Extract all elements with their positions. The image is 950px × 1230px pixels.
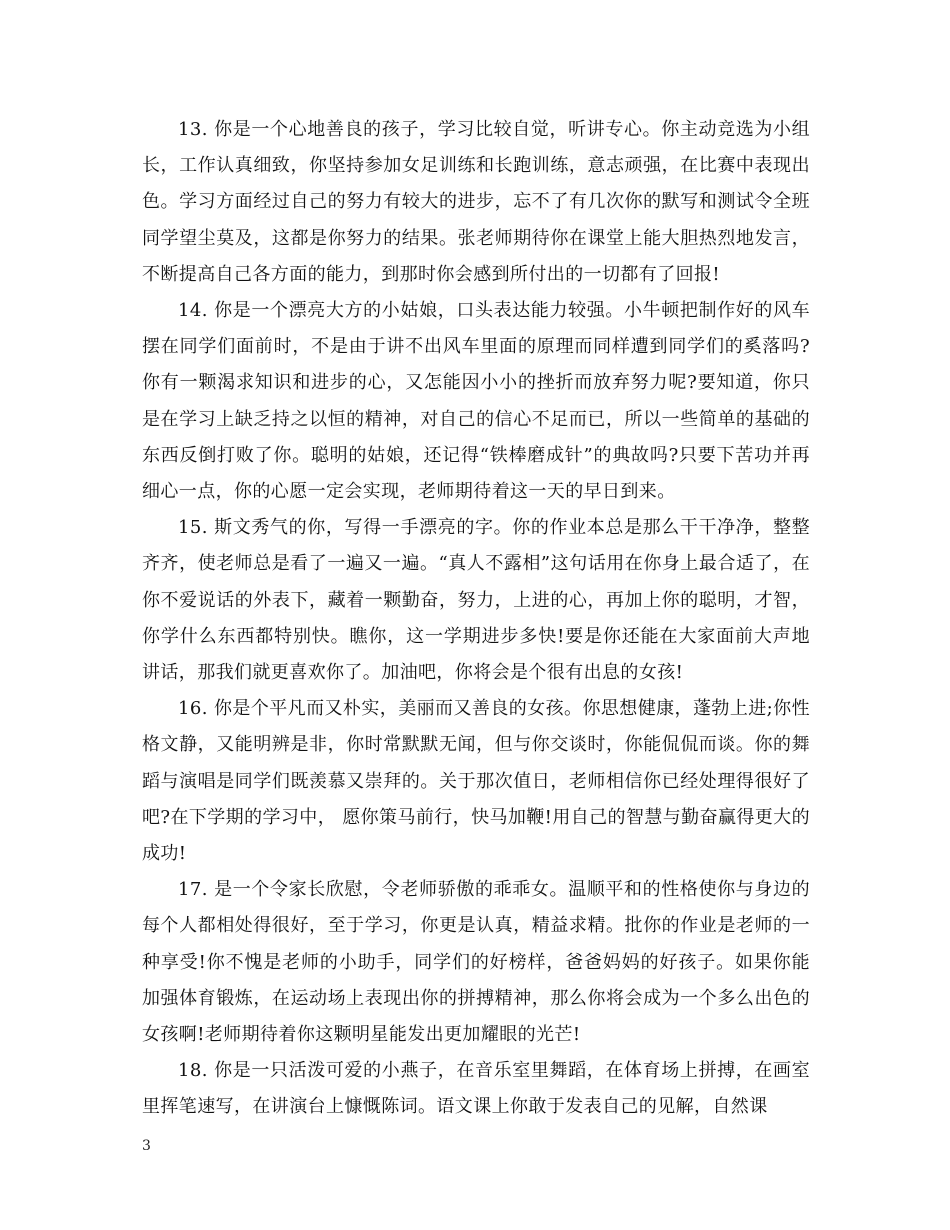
paragraph-17: 17. 是一个令家长欣慰，令老师骄傲的乖乖女。温顺平和的性格使你与身边的每个人都相处得很好，至于学习，你更是认真，精益求精。批你的作业是老师的一种享受!你不愧是老师的小助手，同学们的好榜样，爸爸妈妈的好孩子。如果你能加强体育锻炼，在运动场上表现出你的拼搏精神，那么你将会成为一个多么出色的女孩啊!老师期待着你这颗明星能发出更加耀眼的光芒! xyxy=(142,879,810,1046)
paragraph-16: 16. 你是个平凡而又朴实，美丽而又善良的女孩。你思想健康，蓬勃上进;你性格文静，又能明辨是非，你时常默默无闻，但与你交谈时，你能侃侃而谈。你的舞蹈与演唱是同学们既羡慕又崇拜的。关于那次值日，老师相信你已经处理得很好了吧?在下学期的学习中， 愿你策马前行，快马加鞭!用自己的智慧与勤奋赢得更大的成功! xyxy=(142,698,810,865)
paragraph-14: 14. 你是一个漂亮大方的小姑娘，口头表达能力较强。小牛顿把制作好的风车摆在同学们面前时，不是由于讲不出风车里面的原理而同样遭到同学们的奚落吗?你有一颗渴求知识和进步的心，又怎能因小小的挫折而放弃努力呢?要知道，你只是在学习上缺乏持之以恒的精神，对自己的信心不足而已，所以一些简单的基础的东西反倒打败了你。聪明的姑娘，还记得“铁棒磨成针”的典故吗?只要下苦功并再细心一点，你的心愿一定会实现，老师期待着这一天的早日到来。 xyxy=(142,300,810,503)
paragraph-18: 18. 你是一只活泼可爱的小燕子，在音乐室里舞蹈，在体育场上拼搏，在画室里挥笔速写，在讲演台上慷慨陈词。语文课上你敢于发表自己的见解，自然课 xyxy=(142,1060,810,1118)
paragraph-15: 15. 斯文秀气的你，写得一手漂亮的字。你的作业本总是那么干干净净，整整齐齐，使老师总是看了一遍又一遍。“真人不露相”这句话用在你身上最合适了，在你不爱说话的外表下，藏着一颗勤奋，努力，上进的心，再加上你的聪明，才智，你学什么东西都特别快。瞧你，这一学期进步多快!要是你还能在大家面前大声地讲话，那我们就更喜欢你了。加油吧，你将会是个很有出息的女孩! xyxy=(142,517,810,684)
page-number: 3 xyxy=(142,1138,151,1154)
document-body xyxy=(142,112,810,1126)
paragraph-13: 13. 你是一个心地善良的孩子，学习比较自觉，听讲专心。你主动竞选为小组长，工作认真细致，你坚持参加女足训练和长跑训练，意志顽强，在比赛中表现出色。学习方面经过自己的努力有较大的进步，忘不了有几次你的默写和测试令全班同学望尘莫及，这都是你努力的结果。张老师期待你在课堂上能大胆热烈地发言，不断提高自己各方面的能力，到那时你会感到所付出的一切都有了回报! xyxy=(142,119,810,285)
